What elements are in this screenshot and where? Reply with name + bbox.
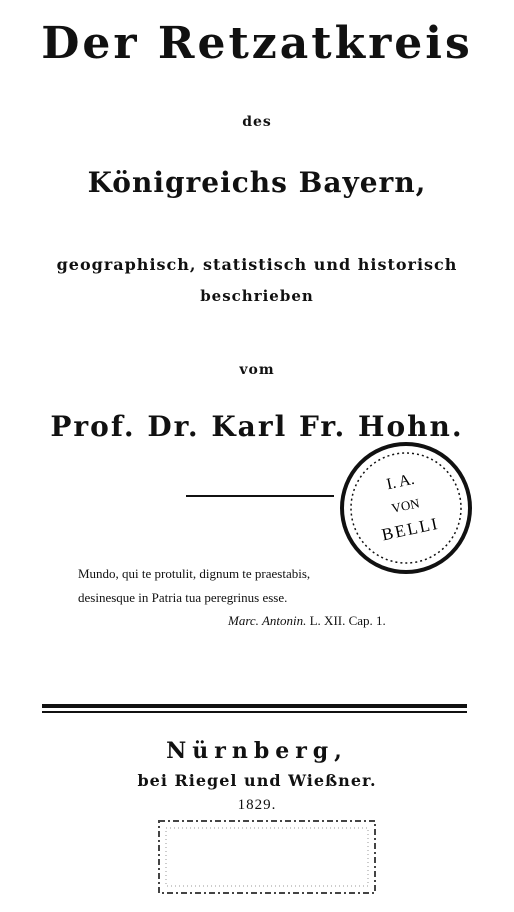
kingdom-name: Königreichs Bayern, <box>87 166 427 199</box>
stamp-line-2: VON <box>390 495 421 516</box>
title-connector: des <box>242 114 272 130</box>
stamp-line-1: I. A. <box>385 470 416 494</box>
epigraph-line-2: desinesque in Patria tua peregrinus esse. <box>78 590 288 605</box>
description-line-1: geographisch, statistisch und historisch <box>56 255 458 274</box>
citation-author: Marc. Antonin. <box>228 613 307 628</box>
imprint-publisher: bei Riegel und Wießner. <box>137 771 377 790</box>
book-title: Der Retzatkreis <box>41 18 473 69</box>
stamp-line-3: BELLI <box>380 513 441 545</box>
author-preposition: vom <box>239 362 275 378</box>
shelf-label <box>156 818 378 896</box>
short-divider <box>186 495 334 497</box>
epigraph-line-1: Mundo, qui te protulit, dignum te praestabis, <box>78 566 311 581</box>
description-line-2: beschrieben <box>200 287 314 305</box>
library-stamp <box>336 438 476 578</box>
imprint-year: 1829. <box>237 797 277 813</box>
imprint-place: Nürnberg, <box>166 738 348 764</box>
author-name: Prof. Dr. Karl Fr. Hohn. <box>50 410 464 443</box>
citation-reference: L. XII. Cap. 1. <box>309 613 386 628</box>
epigraph-citation <box>228 613 386 629</box>
thick-rule <box>42 704 467 708</box>
thin-rule <box>42 711 467 713</box>
